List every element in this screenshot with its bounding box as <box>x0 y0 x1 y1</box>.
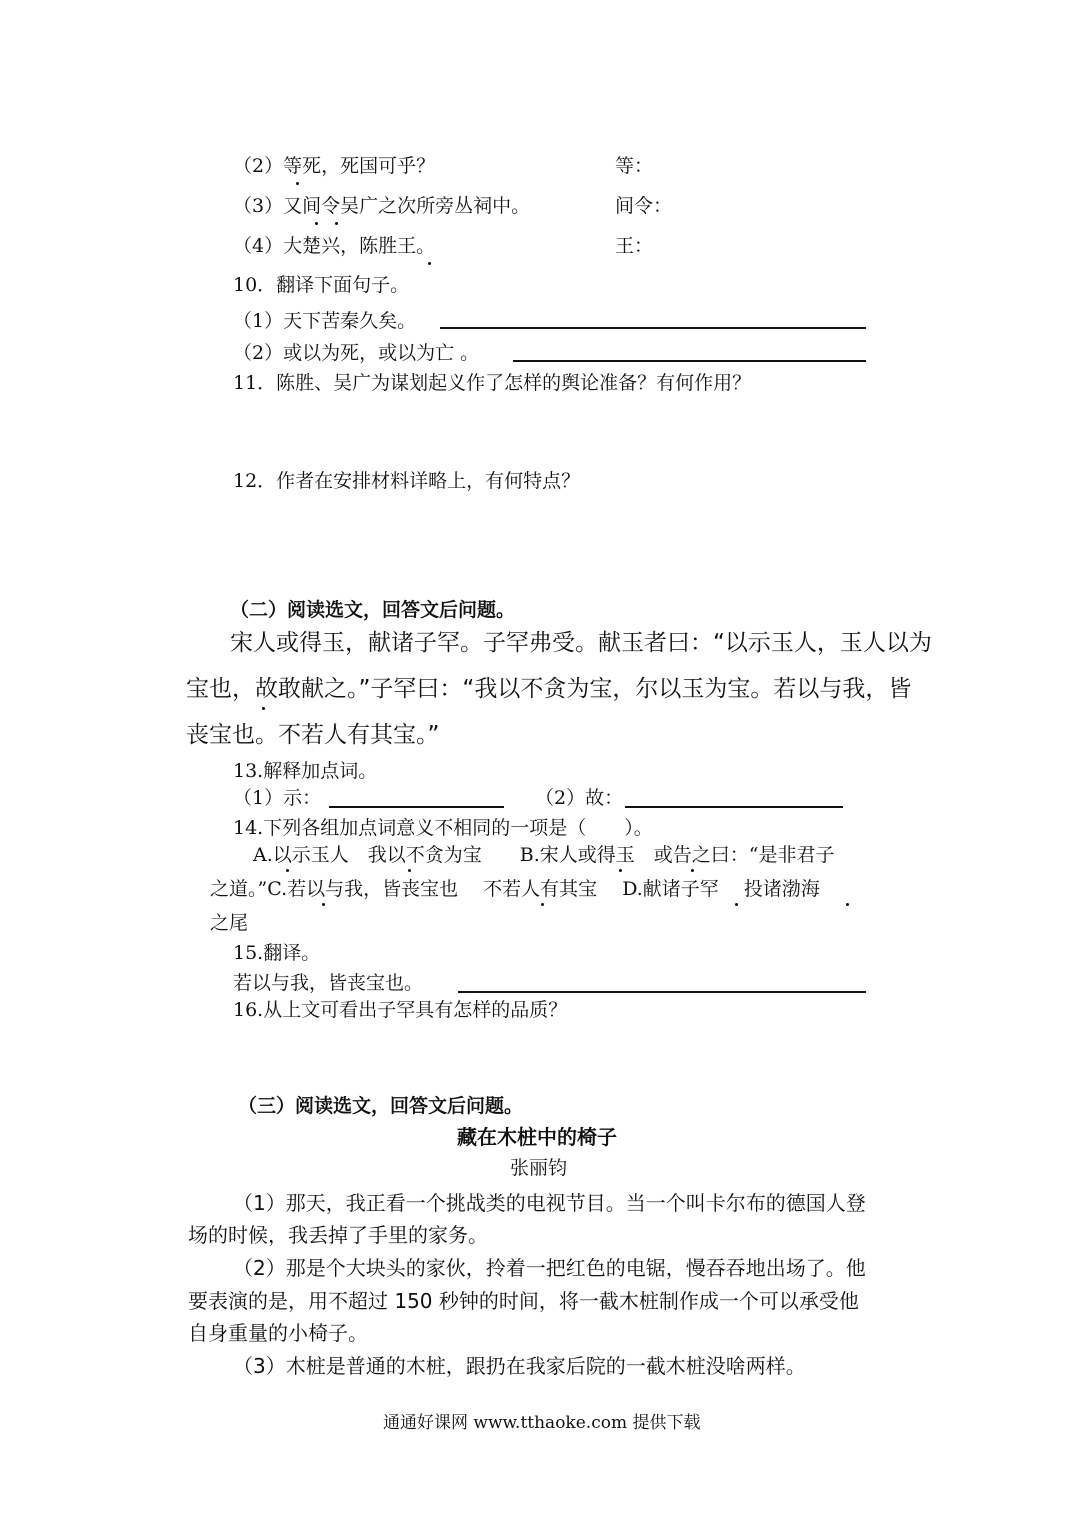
article-paragraph-2-cont: 要表演的是，用不超过 150 秒钟的时间，将一截木桩制作成一个可以承受他 <box>188 1289 859 1313</box>
q9-item-4: （4）大楚兴，陈胜王。 <box>233 235 436 257</box>
q13-item-1: （1）示： <box>233 787 322 809</box>
emphasis-dot <box>619 869 622 872</box>
q12-stem: 12．作者在安排材料详略上，有何特点？ <box>233 470 581 492</box>
q14-stem: 14.下列各组加点词意义不相同的一项是（ ）。 <box>233 817 653 839</box>
emphasis-dot <box>735 903 738 906</box>
article-author: 张丽钧 <box>510 1157 568 1179</box>
q9-item-3: （3）又间令吴广之次所旁丛祠中。 <box>233 195 531 217</box>
article-title: 藏在木桩中的椅子 <box>457 1125 617 1149</box>
q9-item-2: （2）等死，死国可乎？ <box>233 155 436 177</box>
passage-line-1: 宋人或得玉，献诸子罕。子罕弗受。献玉者曰：“以示玉人，玉人以为 <box>230 630 932 656</box>
emphasis-dot <box>296 182 299 185</box>
q9-item-3-answer: 间令： <box>615 195 673 217</box>
passage-line-3: 丧宝也。不若人有其宝。” <box>186 722 440 748</box>
article-paragraph-2: （2）那是个大块头的家伙，拎着一把红色的电锯，慢吞吞地出场了。他 <box>233 1256 866 1280</box>
q9-item-4-answer: 王： <box>615 235 654 257</box>
emphasis-dot <box>691 869 694 872</box>
q13-stem: 13.解释加点词。 <box>233 760 378 782</box>
answer-line[interactable] <box>329 806 504 808</box>
emphasis-dot <box>286 869 289 872</box>
section3-heading: （三）阅读选文，回答文后问题。 <box>238 1095 524 1117</box>
page-footer: 通通好课网 www.tthaoke.com 提供下载 <box>383 1413 701 1433</box>
q9-item-2-answer: 等： <box>615 155 654 177</box>
q15-stem: 15.翻译。 <box>233 942 321 964</box>
answer-line[interactable] <box>513 360 866 362</box>
q11-stem: 11．陈胜、吴广为谋划起义作了怎样的舆论准备？有何作用？ <box>233 372 752 394</box>
answer-line[interactable] <box>440 327 866 329</box>
q10-item-1: （1）天下苦秦久矣。 <box>233 310 417 332</box>
emphasis-dot <box>315 222 318 225</box>
q10-item-2: （2）或以为死，或以为亡 。 <box>233 342 480 364</box>
emphasis-dot <box>262 707 265 710</box>
article-paragraph-2-end: 自身重量的小椅子。 <box>188 1321 368 1345</box>
emphasis-dot <box>541 903 544 906</box>
q16-stem: 16.从上文可看出子罕具有怎样的品质？ <box>233 999 568 1021</box>
article-paragraph-1: （1）那天，我正看一个挑战类的电视节目。当一个叫卡尔布的德国人登 <box>233 1191 866 1215</box>
q10-stem: 10．翻译下面句子。 <box>233 274 410 296</box>
emphasis-dot <box>428 262 431 265</box>
q13-item-2: （2）故： <box>535 787 624 809</box>
article-paragraph-3: （3）木桩是普通的木桩，跟扔在我家后院的一截木桩没啥两样。 <box>233 1354 806 1378</box>
emphasis-dot <box>846 903 849 906</box>
answer-line[interactable] <box>458 991 866 993</box>
emphasis-dot <box>335 222 338 225</box>
q14-option-line-3: 之尾 <box>210 912 249 934</box>
emphasis-dot <box>408 869 411 872</box>
section2-heading: （二）阅读选文，回答文后问题。 <box>230 599 516 621</box>
article-paragraph-1-cont: 场的时候，我丢掉了手里的家务。 <box>188 1223 488 1247</box>
passage-line-2: 宝也，故敢献之。”子罕曰：“我以不贪为宝，尔以玉为宝。若以与我，皆 <box>186 676 912 702</box>
emphasis-dot <box>322 903 325 906</box>
q15-sentence: 若以与我，皆丧宝也。 <box>233 972 424 994</box>
answer-line[interactable] <box>625 806 843 808</box>
q14-option-line-2: 之道。”C.若以与我，皆丧宝也 不若人有其宝 D.献诸子罕 投诸渤海 <box>210 878 820 900</box>
q14-option-line-1: A.以示玉人 我以不贪为宝 B.宋人或得玉 或告之曰：“是非君子 <box>253 844 835 866</box>
